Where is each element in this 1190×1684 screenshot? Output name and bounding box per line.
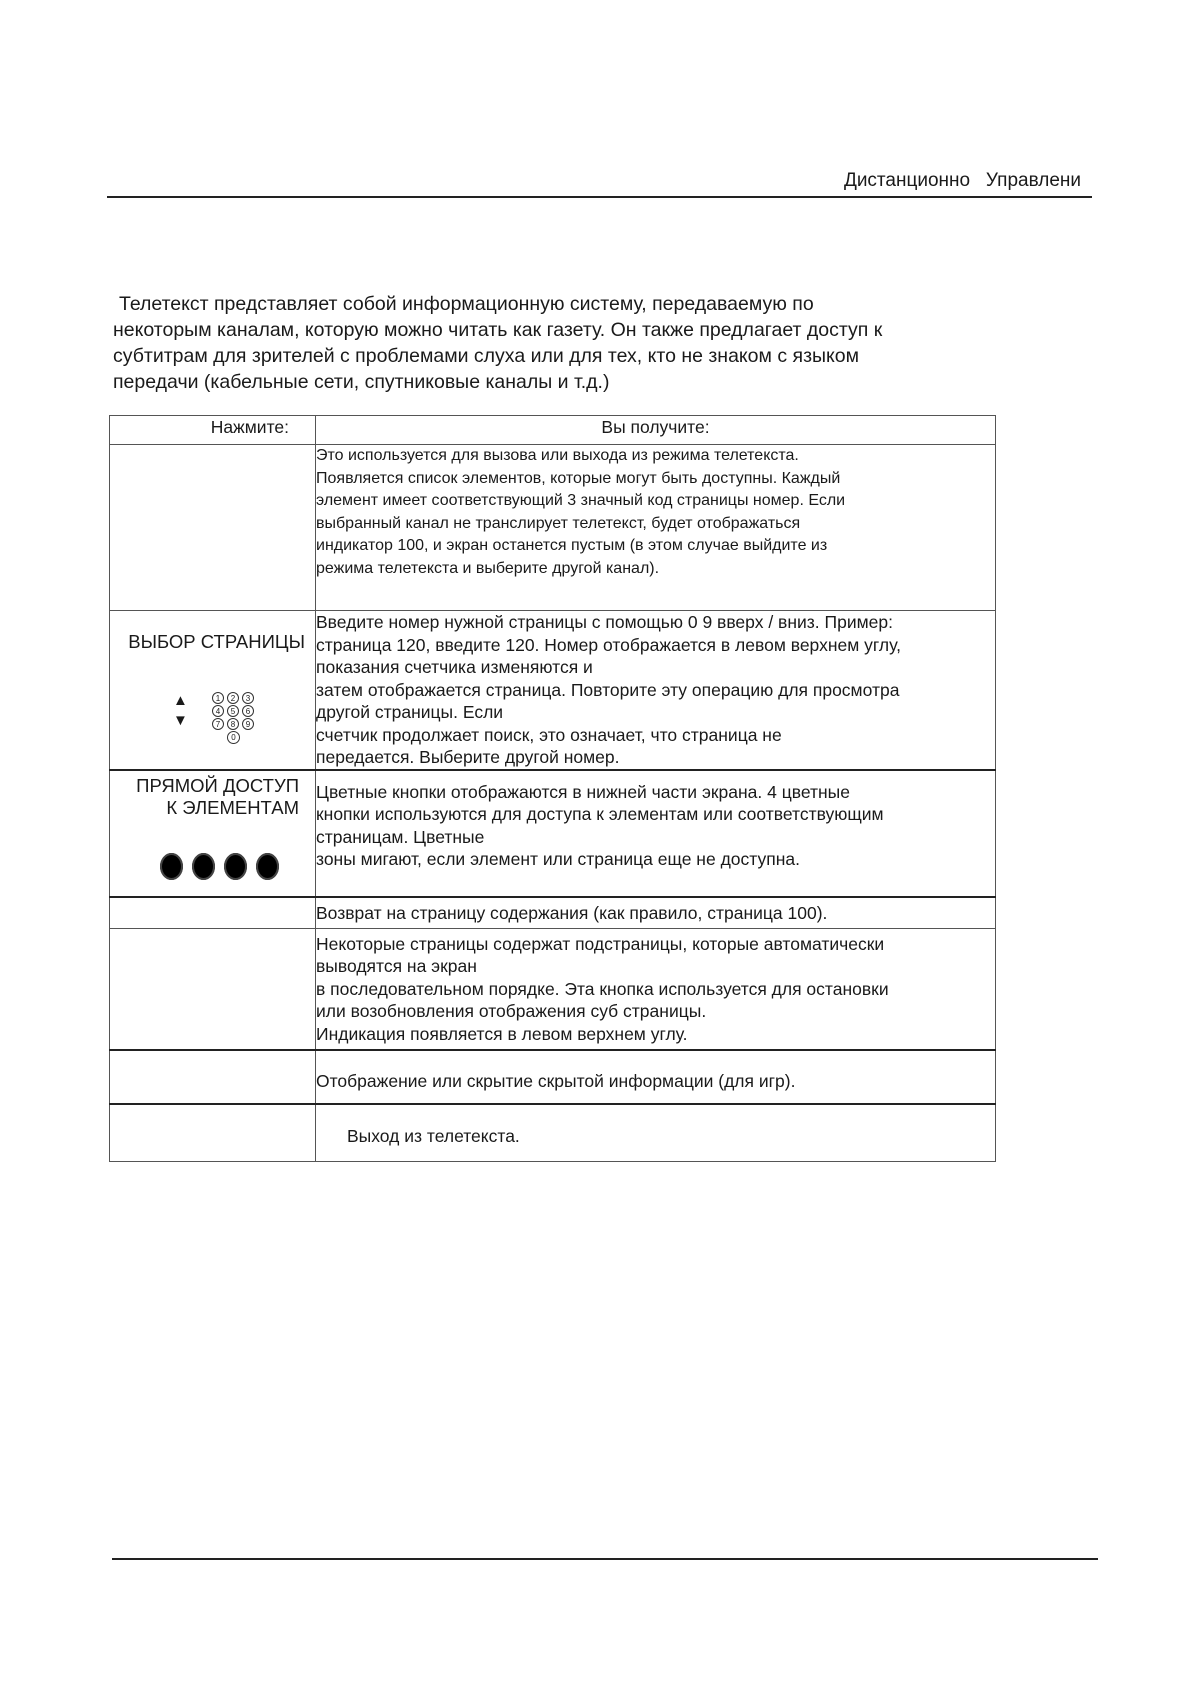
digit-key-icon: 9 <box>242 718 254 730</box>
table-row <box>110 445 996 611</box>
intro-line: некоторым каналам, которую можно читать как газету. Он также предлагает доступ к <box>113 319 883 341</box>
color-button-icon <box>256 853 279 880</box>
digit-key-icon: 7 <box>212 718 224 730</box>
color-button-icon <box>160 853 183 880</box>
digit-key-icon: 3 <box>242 692 254 704</box>
digit-key-icon: 6 <box>242 705 254 717</box>
up-down-arrows <box>173 691 188 731</box>
intro-line: Телетекст представляет собой информационную систему, передаваемую по <box>119 293 814 315</box>
description-line: или возобновления отображения суб страницы. <box>316 1001 707 1021</box>
table-row <box>110 1050 996 1104</box>
description-line: страница 120, введите 120. Номер отображается в левом верхнем углу, <box>316 634 901 655</box>
page-select-label: ВЫБОР СТРАНИЦЫ <box>128 631 305 652</box>
digit-key-icon: 1 <box>212 692 224 704</box>
description-line: счетчик продолжает поиск, это означает, что страница не <box>316 724 782 745</box>
key-cell <box>110 770 316 897</box>
description-line: Это используется для вызова или выхода из режима телетекста. <box>316 447 799 464</box>
description-line: элемент имеет соответствующий 3 значный код страницы номер. Если <box>316 492 846 509</box>
description-line: Отображение или скрытие скрытой информации (для игр). <box>316 1070 796 1091</box>
description-line: Выход из телетекста. <box>347 1125 520 1146</box>
description-line: индикатор 100, и экран останется пустым (в этом случае выйдите из <box>316 537 828 554</box>
table-row <box>110 770 996 897</box>
teletext-functions-table <box>109 415 996 1162</box>
description-line: Возврат на страницу содержания (как правило, страница 100). <box>316 902 828 923</box>
description-cell <box>316 1050 996 1104</box>
description-line: кнопки используются для доступа к элементам или соответствующим <box>316 804 884 824</box>
intro-line: субтитрам для зрителей с проблемами слуха или для тех, кто не знаком с языком <box>113 345 860 367</box>
description-line: Индикация появляется в левом верхнем углу. <box>316 1023 688 1044</box>
digit-key-icon: 0 <box>227 731 240 744</box>
footer-divider <box>112 1558 1098 1560</box>
color-buttons-icon <box>160 853 315 880</box>
key-cell <box>110 928 316 1050</box>
column-header-press: Нажмите: <box>110 416 316 445</box>
description-line: режима телетекста и выберите другой канал). <box>316 559 660 577</box>
direct-access-label-line: ПРЯМОЙ ДОСТУП <box>136 774 299 796</box>
description-line: Появляется список элементов, которые могут быть доступны. Каждый <box>316 469 841 487</box>
color-button-icon <box>224 853 247 880</box>
color-button-icon <box>192 853 215 880</box>
column-header-result: Вы получите: <box>316 416 996 445</box>
up-arrow-icon: ▲ <box>173 692 188 709</box>
description-line: Некоторые страницы содержат подстраницы, которые автоматически <box>316 933 885 954</box>
description-line: передается. Выберите другой номер. <box>316 747 620 767</box>
description-line: Введите номер нужной страницы с помощью 0 9 вверх / вниз. Пример: <box>316 612 893 632</box>
number-keypad-icon <box>212 692 262 744</box>
table-row <box>110 1104 996 1162</box>
intro-line: передачи (кабельные сети, спутниковые каналы и т.д.) <box>113 371 610 393</box>
description-line: показания счетчика изменяются и <box>316 657 593 677</box>
digit-key-icon: 4 <box>212 705 224 717</box>
description-cell <box>316 445 996 611</box>
direct-access-label-line: К ЭЛЕМЕНТАМ <box>166 796 299 818</box>
table-row <box>110 897 996 929</box>
key-cell <box>110 1104 316 1162</box>
description-line: в последовательном порядке. Эта кнопка используется для остановки <box>316 978 889 999</box>
header-divider <box>107 196 1092 198</box>
description-cell <box>316 611 996 770</box>
description-line: зоны мигают, если элемент или страница еще не доступна. <box>316 849 800 869</box>
table-row <box>110 611 996 770</box>
description-cell <box>316 1104 996 1162</box>
key-cell <box>110 611 316 770</box>
description-cell <box>316 928 996 1050</box>
description-cell <box>316 897 996 929</box>
key-cell <box>110 897 316 929</box>
direct-access-label <box>110 771 315 819</box>
table-header-row <box>110 416 996 445</box>
digit-key-icon: 8 <box>227 718 239 730</box>
description-line: страницам. Цветные <box>316 826 485 847</box>
down-arrow-icon: ▼ <box>173 712 188 729</box>
intro-paragraph <box>113 291 1013 395</box>
description-line: затем отображается страница. Повторите эту операцию для просмотра <box>316 679 900 700</box>
page-header-title: Дистанционно Управлени <box>843 170 1081 191</box>
key-cell <box>110 445 316 611</box>
description-line: выводятся на экран <box>316 956 477 976</box>
description-cell <box>316 770 996 897</box>
digit-key-icon: 2 <box>227 692 239 704</box>
description-line: Цветные кнопки отображаются в нижней части экрана. 4 цветные <box>316 781 850 802</box>
description-line: выбранный канал не транслирует телетекст, будет отображаться <box>316 514 801 532</box>
key-cell <box>110 1050 316 1104</box>
description-line: другой страницы. Если <box>316 702 504 722</box>
digit-key-icon: 5 <box>227 705 239 717</box>
table-row <box>110 928 996 1050</box>
